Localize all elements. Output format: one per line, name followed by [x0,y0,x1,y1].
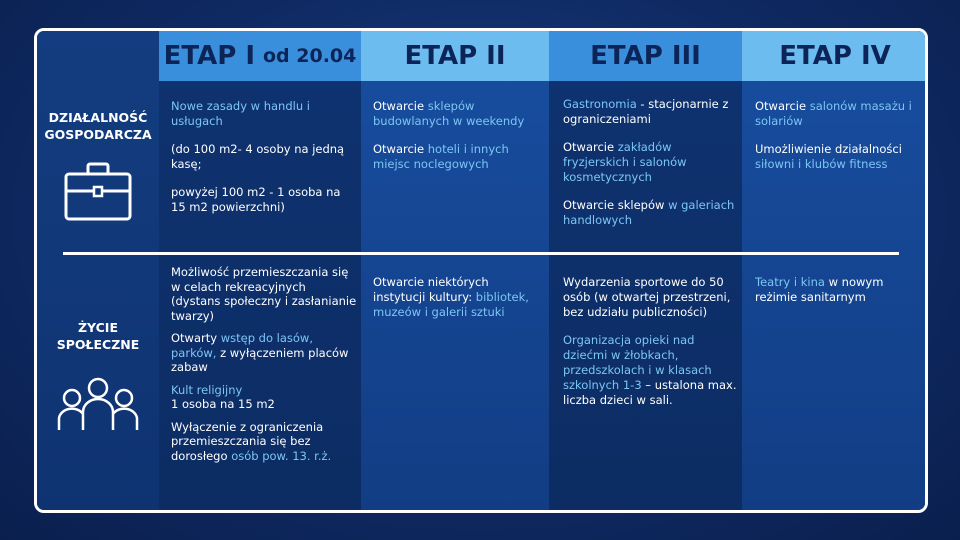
r2c1-p4b: osób pow. 13. r.ż. [231,448,332,463]
r1c4-p1b: salonów masażu i solariów [755,99,912,128]
people-icon [57,376,139,432]
r1c3-p2a: Otwarcie [563,140,618,154]
r1c2-p1b: sklepów budowlanych w weekendy [373,99,525,128]
r1c1-p1: Nowe zasady w handlu i usługach [171,99,310,128]
r2c3-p2b: – ustalona max. liczba dzieci w sali. [563,378,737,407]
r2c3-p1: Wydarzenia sportowe do 50 osób (w otwartej przestrzeni, bez udziału publiczności) [563,275,731,319]
stage3-header: ETAP III [549,31,742,81]
r1c4-p1a: Otwarcie [755,99,810,113]
r1c2-p2a: Otwarcie [373,142,428,156]
r2c1-p2c: z wyłączeniem placów zabaw [171,345,349,374]
cell-r2-stage3 [563,275,737,421]
stages-table [34,28,928,513]
r2c1-p3a: Kult religijny [171,382,243,397]
r2c1-p2a: Otwarty [171,331,221,345]
r1c4-p2b: siłowni i klubów fitness [755,157,888,171]
r1c3-p3a: Otwarcie sklepów [563,198,669,212]
r1c3-p2b: zakładów fryzjerskich i salonów kosmetycznych [563,140,687,184]
row-label-social [37,319,159,353]
row-label-business [37,109,159,143]
stage4-header: ETAP IV [742,31,928,81]
r2c1-p1: Możliwość przemieszczania się w celach rekreacyjnych (dystans społeczny i zasłanianie twarzy) [171,265,357,323]
r1c1-p2: (do 100 m2- 4 osoby na jedną kasę; [171,142,345,171]
r1c4-p2a: Umożliwienie działalności [755,142,902,156]
r1c3-p1a: Gastronomia [563,97,637,111]
stage1-title: ETAP I [163,41,255,71]
row-divider [63,252,899,255]
r2c4-p1b: w nowym reżimie sanitarnym [755,275,884,304]
stage1-header [159,31,361,81]
cell-r1-stage4 [755,99,921,185]
cell-r2-stage1 [171,265,357,463]
cell-r2-stage4 [755,275,921,318]
cell-r1-stage1 [171,99,355,228]
r1c2-p1a: Otwarcie [373,99,428,113]
r2c1-p3b: 1 osoba na 15 m2 [171,397,275,411]
row-label-business-line2: GOSPODARCZA [44,127,152,142]
row-label-social-line2: SPOŁECZNE [56,337,140,352]
r2c2-p1a: Otwarcie niektórych instytucji kultury: [373,275,489,304]
row-label-social-line1: ŻYCIE [77,320,119,335]
cell-r2-stage2 [373,275,543,333]
stage2-header: ETAP II [361,31,549,81]
label-column [37,31,159,510]
r1c3-p3b: w galeriach handlowych [563,198,735,227]
cell-r1-stage2 [373,99,543,185]
briefcase-icon [62,161,134,223]
cell-r1-stage3 [563,97,737,241]
r2c2-p1b: bibliotek, muzeów i galerii sztuki [373,290,529,319]
r2c3-p2a: Organizacja opieki nad dziećmi w żłobkach, przedszkolach i w klasach szkolnych 1-3 [563,333,712,392]
r2c1-p2b: wstęp do lasów, parków, [171,331,313,360]
r1c1-p3: powyżej 100 m2 - 1 osoba na 15 m2 powierzchni) [171,185,341,214]
r1c3-p1b: - stacjonarnie z ograniczeniami [563,97,729,126]
r2c1-p4a: Wyłączenie z ograniczenia przemieszczania się bez dorosłego [171,419,324,463]
stage1-date: od 20.04 [263,45,357,67]
row-label-business-line1: DZIAŁALNOŚĆ [48,110,148,125]
r1c2-p2b: hoteli i innych miejsc noclegowych [373,142,509,171]
r2c4-p1a: Teatry i kina [755,275,825,289]
